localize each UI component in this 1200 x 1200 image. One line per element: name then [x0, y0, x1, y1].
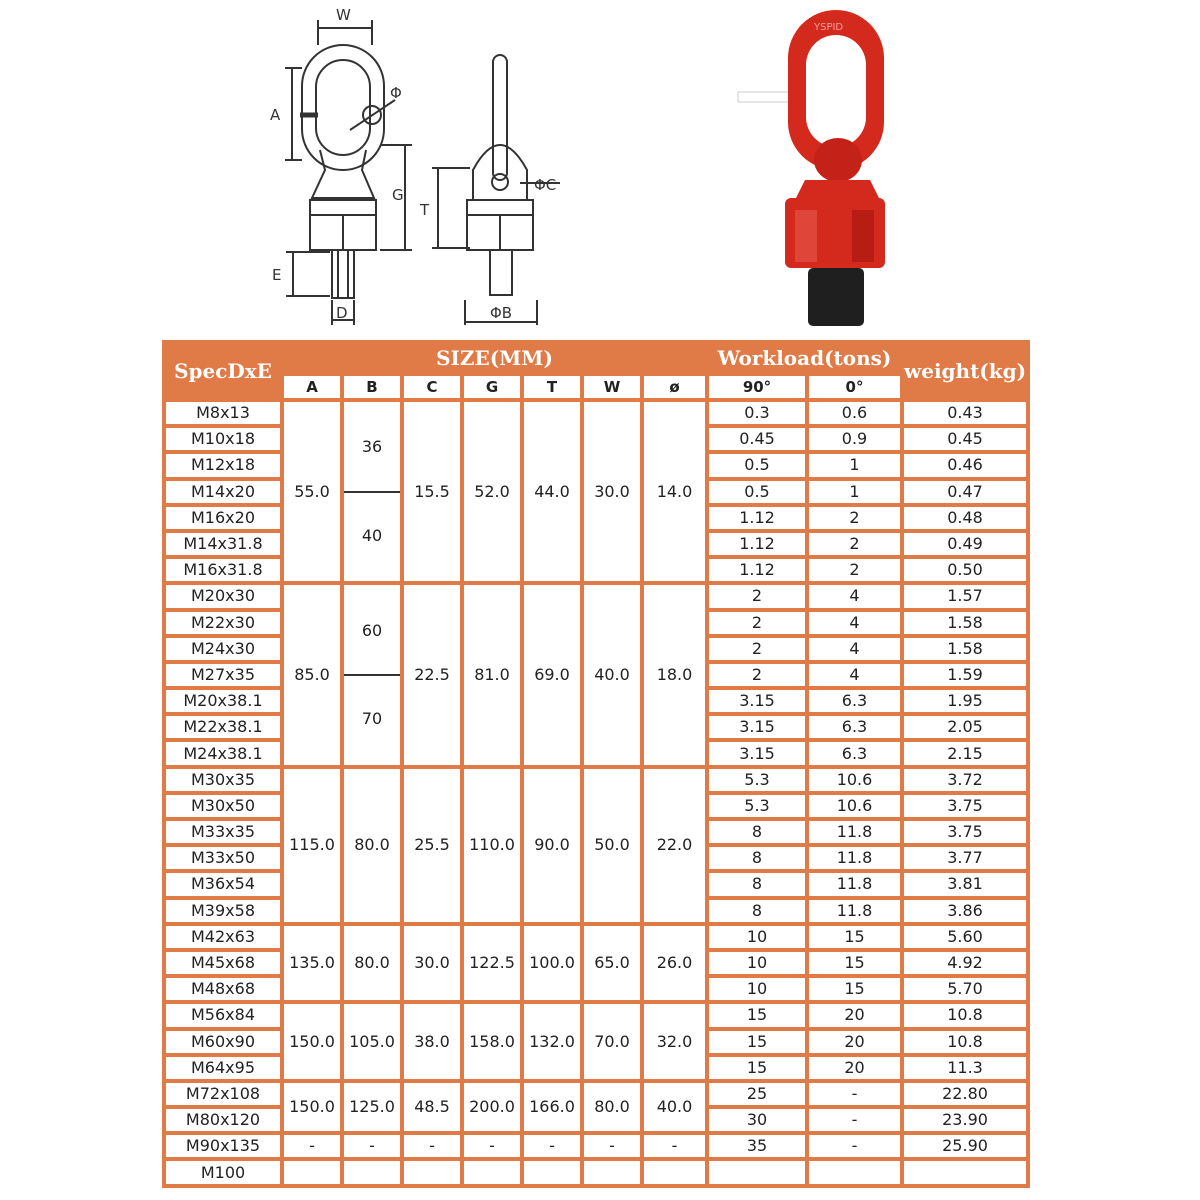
- dim-b-cell: [342, 583, 402, 766]
- workload-90-cell: 15: [707, 1029, 807, 1055]
- col-header-b: B: [342, 374, 402, 400]
- workload-90-cell: 1.12: [707, 557, 807, 583]
- dim-c-cell: 38.0: [402, 1002, 462, 1081]
- col-header-0deg: 0°: [807, 374, 902, 400]
- workload-0-cell: 11.8: [807, 871, 902, 897]
- col-header-90deg: 90°: [707, 374, 807, 400]
- dim-g-cell: 110.0: [462, 767, 522, 924]
- weight-cell: 3.75: [902, 819, 1028, 845]
- workload-90-cell: 2: [707, 583, 807, 609]
- weight-cell: 10.8: [902, 1029, 1028, 1055]
- dim-a-cell: 55.0: [282, 400, 342, 583]
- dim-b-cell: [342, 400, 402, 583]
- workload-0-cell: 4: [807, 610, 902, 636]
- dim-b-value: 70: [361, 709, 383, 729]
- workload-90-cell: 15: [707, 1002, 807, 1028]
- col-header-a: A: [282, 374, 342, 400]
- dim-b-cell: 125.0: [342, 1081, 402, 1133]
- table-row: [164, 583, 1028, 609]
- dim-t-cell: 100.0: [522, 924, 582, 1003]
- workload-0-cell: 15: [807, 976, 902, 1002]
- workload-90-cell: 10: [707, 924, 807, 950]
- workload-0-cell: 1: [807, 452, 902, 478]
- dim-label-d: D: [336, 304, 348, 322]
- workload-90-cell: 10: [707, 976, 807, 1002]
- dim-g-cell: 81.0: [462, 583, 522, 766]
- workload-0-cell: 0.9: [807, 426, 902, 452]
- table-row: [164, 1159, 1028, 1185]
- weight-cell: 3.75: [902, 793, 1028, 819]
- workload-0-cell: -: [807, 1107, 902, 1133]
- spec-cell: M24x38.1: [164, 740, 282, 766]
- spec-cell: M60x90: [164, 1029, 282, 1055]
- dim-phi-cell: 18.0: [642, 583, 707, 766]
- weight-cell: 0.46: [902, 452, 1028, 478]
- dim-c-cell: 15.5: [402, 400, 462, 583]
- workload-90-cell: 30: [707, 1107, 807, 1133]
- workload-90-cell: 1.12: [707, 531, 807, 557]
- dim-c-cell: 48.5: [402, 1081, 462, 1133]
- workload-90-cell: 2: [707, 610, 807, 636]
- dim-c-cell: [402, 1159, 462, 1185]
- dim-phi-cell: 22.0: [642, 767, 707, 924]
- dim-phi-cell: 26.0: [642, 924, 707, 1003]
- spec-cell: M45x68: [164, 950, 282, 976]
- workload-0-cell: 11.8: [807, 845, 902, 871]
- workload-0-cell: 10.6: [807, 767, 902, 793]
- workload-90-cell: 2: [707, 636, 807, 662]
- weight-cell: 23.90: [902, 1107, 1028, 1133]
- weight-cell: 5.70: [902, 976, 1028, 1002]
- dim-t-cell: 132.0: [522, 1002, 582, 1081]
- spec-cell: M33x35: [164, 819, 282, 845]
- weight-cell: 22.80: [902, 1081, 1028, 1107]
- workload-90-cell: 3.15: [707, 740, 807, 766]
- dim-label-e: E: [272, 266, 282, 284]
- dim-t-cell: -: [522, 1133, 582, 1159]
- workload-90-cell: 0.45: [707, 426, 807, 452]
- workload-0-cell: 20: [807, 1029, 902, 1055]
- table-row: [164, 767, 1028, 793]
- spec-cell: M56x84: [164, 1002, 282, 1028]
- dim-a-cell: 150.0: [282, 1002, 342, 1081]
- dim-w-cell: 70.0: [582, 1002, 642, 1081]
- dim-w-cell: 40.0: [582, 583, 642, 766]
- spec-cell: M14x31.8: [164, 531, 282, 557]
- workload-0-cell: 2: [807, 505, 902, 531]
- workload-header: Workload(tons): [707, 342, 902, 374]
- dim-a-cell: 115.0: [282, 767, 342, 924]
- dim-b-value: 40: [361, 525, 383, 545]
- dim-a-cell: 85.0: [282, 583, 342, 766]
- weight-cell: 0.45: [902, 426, 1028, 452]
- weight-cell: [902, 1159, 1028, 1185]
- spec-cell: M22x38.1: [164, 714, 282, 740]
- weight-cell: 11.3: [902, 1055, 1028, 1081]
- dim-label-a: A: [270, 106, 281, 124]
- workload-0-cell: 2: [807, 557, 902, 583]
- workload-90-cell: 8: [707, 819, 807, 845]
- table-row: [164, 1081, 1028, 1107]
- spec-cell: M100: [164, 1159, 282, 1185]
- dim-b-cell: 80.0: [342, 767, 402, 924]
- dim-b-cell: 80.0: [342, 924, 402, 1003]
- workload-0-cell: -: [807, 1133, 902, 1159]
- dim-t-cell: [522, 1159, 582, 1185]
- spec-header: SpecDxE: [164, 342, 282, 400]
- spec-cell: M24x30: [164, 636, 282, 662]
- weight-cell: 0.48: [902, 505, 1028, 531]
- dim-g-cell: -: [462, 1133, 522, 1159]
- workload-90-cell: 0.5: [707, 479, 807, 505]
- workload-90-cell: 1.12: [707, 505, 807, 531]
- dim-w-cell: 30.0: [582, 400, 642, 583]
- spec-cell: M27x35: [164, 662, 282, 688]
- dim-label-phi: Φ: [390, 84, 402, 102]
- workload-90-cell: 0.3: [707, 400, 807, 426]
- workload-0-cell: 6.3: [807, 740, 902, 766]
- dim-phi-cell: 40.0: [642, 1081, 707, 1133]
- dim-label-phi-c: ΦC: [534, 176, 557, 194]
- weight-cell: 3.77: [902, 845, 1028, 871]
- spec-cell: M42x63: [164, 924, 282, 950]
- dim-b-cell: 105.0: [342, 1002, 402, 1081]
- workload-0-cell: 4: [807, 636, 902, 662]
- dim-a-cell: 135.0: [282, 924, 342, 1003]
- workload-90-cell: 2: [707, 662, 807, 688]
- weight-cell: 1.58: [902, 636, 1028, 662]
- weight-cell: 2.15: [902, 740, 1028, 766]
- dim-phi-cell: -: [642, 1133, 707, 1159]
- workload-0-cell: 2: [807, 531, 902, 557]
- workload-90-cell: 25: [707, 1081, 807, 1107]
- weight-cell: 10.8: [902, 1002, 1028, 1028]
- spec-cell: M16x31.8: [164, 557, 282, 583]
- workload-0-cell: 15: [807, 950, 902, 976]
- weight-cell: 5.60: [902, 924, 1028, 950]
- weight-cell: 25.90: [902, 1133, 1028, 1159]
- spec-cell: M22x30: [164, 610, 282, 636]
- dim-w-cell: [582, 1159, 642, 1185]
- dim-g-cell: 158.0: [462, 1002, 522, 1081]
- workload-0-cell: -: [807, 1081, 902, 1107]
- spec-cell: M8x13: [164, 400, 282, 426]
- dim-t-cell: 69.0: [522, 583, 582, 766]
- dim-w-cell: -: [582, 1133, 642, 1159]
- workload-90-cell: 5.3: [707, 767, 807, 793]
- workload-90-cell: 3.15: [707, 714, 807, 740]
- weight-cell: 0.50: [902, 557, 1028, 583]
- weight-cell: 1.95: [902, 688, 1028, 714]
- dim-c-cell: 30.0: [402, 924, 462, 1003]
- table-row: [164, 400, 1028, 426]
- brand-mark: YSPID: [814, 22, 844, 33]
- workload-90-cell: 5.3: [707, 793, 807, 819]
- weight-cell: 1.59: [902, 662, 1028, 688]
- spec-cell: M12x18: [164, 452, 282, 478]
- weight-cell: 0.49: [902, 531, 1028, 557]
- workload-90-cell: 35: [707, 1133, 807, 1159]
- spec-cell: M33x50: [164, 845, 282, 871]
- dim-w-cell: 65.0: [582, 924, 642, 1003]
- dim-g-cell: 52.0: [462, 400, 522, 583]
- weight-cell: 1.57: [902, 583, 1028, 609]
- workload-90-cell: 3.15: [707, 688, 807, 714]
- dim-c-cell: -: [402, 1133, 462, 1159]
- col-header-phi: ø: [642, 374, 707, 400]
- workload-0-cell: 20: [807, 1055, 902, 1081]
- spec-cell: M90x135: [164, 1133, 282, 1159]
- workload-0-cell: 11.8: [807, 898, 902, 924]
- workload-0-cell: 4: [807, 662, 902, 688]
- dim-t-cell: 90.0: [522, 767, 582, 924]
- technical-drawings: [0, 0, 1200, 340]
- table-row: [164, 1133, 1028, 1159]
- spec-cell: M30x35: [164, 767, 282, 793]
- workload-0-cell: 11.8: [807, 819, 902, 845]
- weight-cell: 2.05: [902, 714, 1028, 740]
- dim-phi-cell: 14.0: [642, 400, 707, 583]
- dim-label-w: W: [336, 6, 351, 24]
- workload-0-cell: 20: [807, 1002, 902, 1028]
- weight-cell: 4.92: [902, 950, 1028, 976]
- spec-table-body: [164, 400, 1028, 1186]
- workload-0-cell: 6.3: [807, 714, 902, 740]
- workload-90-cell: 10: [707, 950, 807, 976]
- weight-cell: 0.43: [902, 400, 1028, 426]
- spec-cell: M30x50: [164, 793, 282, 819]
- table-row: [164, 924, 1028, 950]
- dim-a-cell: -: [282, 1133, 342, 1159]
- dim-c-cell: 22.5: [402, 583, 462, 766]
- front-view-drawing: [285, 20, 412, 325]
- product-photo: [738, 10, 885, 326]
- dim-label-phi-b: ΦB: [490, 304, 513, 322]
- dim-label-t: T: [420, 201, 430, 219]
- dim-b-value: 60: [344, 587, 400, 676]
- dim-g-cell: [462, 1159, 522, 1185]
- workload-0-cell: 0.6: [807, 400, 902, 426]
- spec-table: [162, 340, 1030, 1188]
- weight-cell: 3.81: [902, 871, 1028, 897]
- size-header: SIZE(MM): [282, 342, 707, 374]
- dim-label-g: G: [392, 186, 404, 204]
- spec-cell: M72x108: [164, 1081, 282, 1107]
- table-row: [164, 1002, 1028, 1028]
- workload-0-cell: 1: [807, 479, 902, 505]
- dim-c-cell: 25.5: [402, 767, 462, 924]
- workload-0-cell: 4: [807, 583, 902, 609]
- dim-g-cell: 200.0: [462, 1081, 522, 1133]
- spec-cell: M20x30: [164, 583, 282, 609]
- workload-0-cell: 6.3: [807, 688, 902, 714]
- col-header-t: T: [522, 374, 582, 400]
- workload-0-cell: 15: [807, 924, 902, 950]
- spec-cell: M10x18: [164, 426, 282, 452]
- weight-cell: 3.72: [902, 767, 1028, 793]
- dim-a-cell: [282, 1159, 342, 1185]
- workload-90-cell: 8: [707, 845, 807, 871]
- dim-a-cell: 150.0: [282, 1081, 342, 1133]
- spec-cell: M36x54: [164, 871, 282, 897]
- spec-cell: M64x95: [164, 1055, 282, 1081]
- spec-cell: M39x58: [164, 898, 282, 924]
- workload-90-cell: 15: [707, 1055, 807, 1081]
- dim-b-cell: [342, 1159, 402, 1185]
- dim-phi-cell: 32.0: [642, 1002, 707, 1081]
- workload-90-cell: [707, 1159, 807, 1185]
- dim-w-cell: 80.0: [582, 1081, 642, 1133]
- weight-cell: 3.86: [902, 898, 1028, 924]
- dim-b-value: 36: [344, 404, 400, 493]
- workload-0-cell: [807, 1159, 902, 1185]
- workload-90-cell: 0.5: [707, 452, 807, 478]
- weight-header: weight(kg): [902, 342, 1028, 400]
- col-header-w: W: [582, 374, 642, 400]
- col-header-g: G: [462, 374, 522, 400]
- spec-cell: M16x20: [164, 505, 282, 531]
- dim-w-cell: 50.0: [582, 767, 642, 924]
- dim-g-cell: 122.5: [462, 924, 522, 1003]
- dim-t-cell: 166.0: [522, 1081, 582, 1133]
- col-header-c: C: [402, 374, 462, 400]
- workload-90-cell: 8: [707, 871, 807, 897]
- spec-cell: M80x120: [164, 1107, 282, 1133]
- workload-90-cell: 8: [707, 898, 807, 924]
- dim-phi-cell: [642, 1159, 707, 1185]
- spec-cell: M48x68: [164, 976, 282, 1002]
- weight-cell: 0.47: [902, 479, 1028, 505]
- weight-cell: 1.58: [902, 610, 1028, 636]
- dim-t-cell: 44.0: [522, 400, 582, 583]
- dim-b-cell: -: [342, 1133, 402, 1159]
- spec-cell: M20x38.1: [164, 688, 282, 714]
- workload-0-cell: 10.6: [807, 793, 902, 819]
- spec-cell: M14x20: [164, 479, 282, 505]
